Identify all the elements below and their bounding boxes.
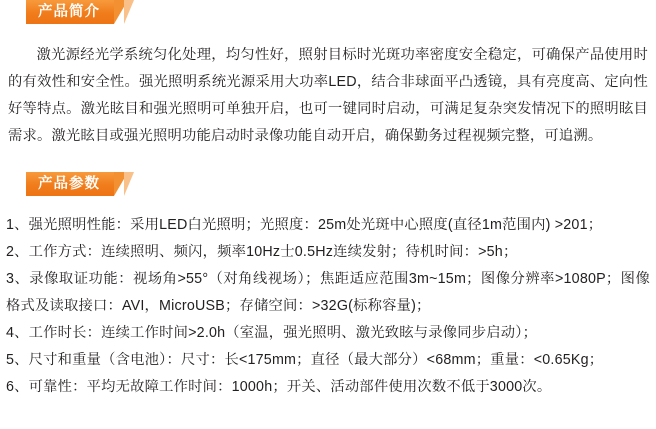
list-item: 4、工作时长：连续工作时间>2.0h（室温，强光照明、激光致眩与录像同步启动）； (6, 325, 538, 341)
list-item: 6、可靠性：平均无故障工作时间：1000h；开关、活动部件使用次数不低于3000次。 (6, 379, 552, 395)
list-item: 5、尺寸和重量（含电池）：尺寸：长<175mm；直径（最大部分）<68mm；重量：<0.65Kg； (6, 352, 604, 368)
section-title-specs: 产品参数 (26, 172, 114, 196)
section-header-specs (26, 172, 656, 198)
spec-list (6, 212, 650, 401)
banner-tail-light-icon-2 (124, 172, 134, 196)
list-item: 3、录像取证功能：视场角>55°（对角线视场）；焦距适应范围3m~15m；图像分辨率>1080P；图像格式及读取接口：AVI，MicroUSB；存储空间：>32G(标称容量)； (6, 271, 650, 314)
banner-tail-light-icon (124, 0, 134, 24)
section-header-intro (26, 0, 656, 26)
list-item: 2、工作方式：连续照明、频闪，频率10Hz士0.5Hz连续发射；待机时间：>5h； (6, 244, 518, 260)
list-item: 1、强光照明性能：采用LED白光照明；光照度：25m处光斑中心照度(直径1m范围内) >201； (6, 217, 603, 233)
section-1-header-wrap (0, 0, 656, 26)
section-title-intro: 产品简介 (26, 0, 114, 24)
intro-paragraph: 激光源经光学系统匀化处理，均匀性好，照射目标时光斑功率密度安全稳定，可确保产品使用时的有效性和安全性。强光照明系统光源采用大功率LED，结合非球面平凸透镜，具有亮度高、定向性好等特点。激光眩目和强光照明可单独开启，也可一键同时启动，可满足复杂突发情况下的照明眩目需求。激光眩目或强光照明功能启动时录像功能自动开启，确保勤务过程视频完整，可追溯。 (8, 47, 648, 144)
section-2-header-wrap (0, 172, 656, 198)
